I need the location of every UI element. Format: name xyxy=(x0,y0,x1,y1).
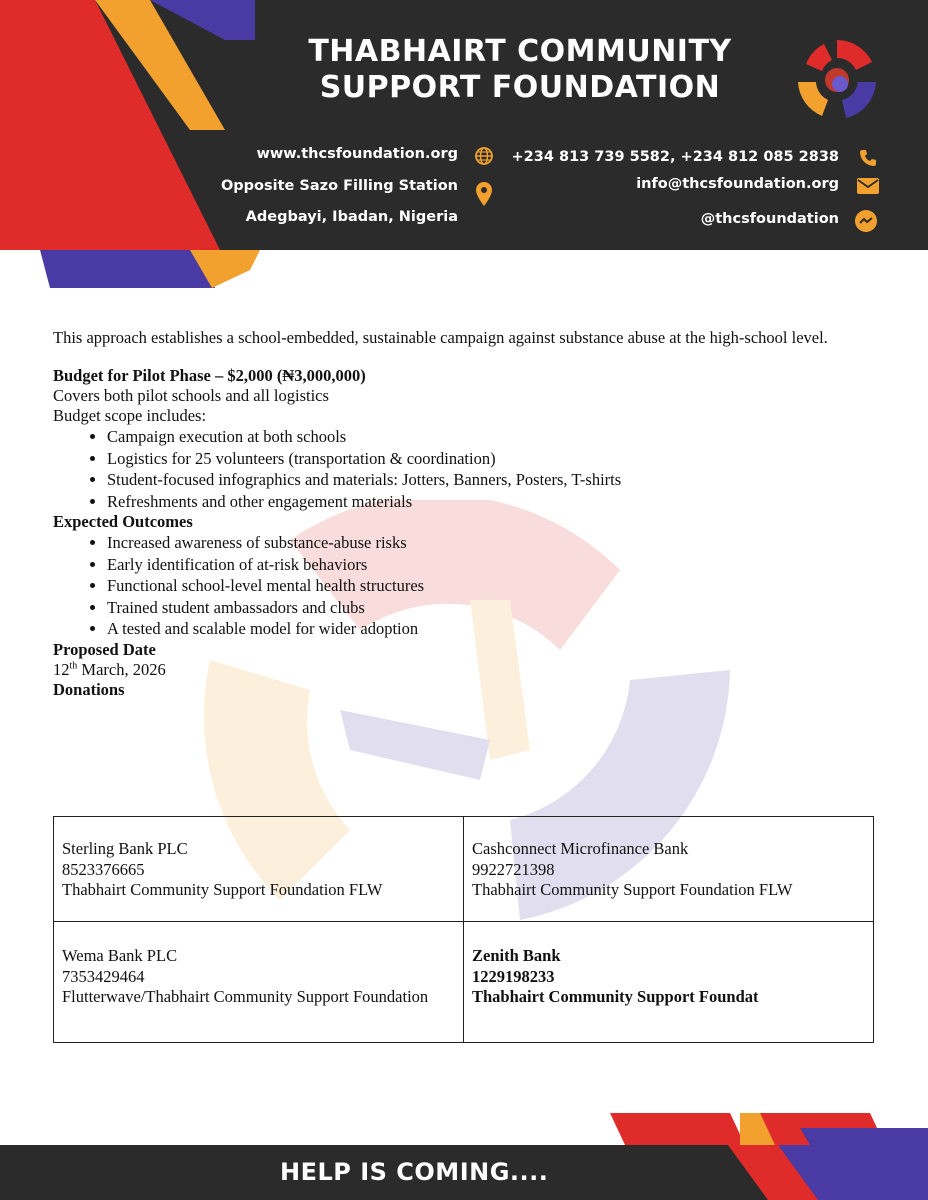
date-suffix: th xyxy=(69,660,78,671)
table-cell xyxy=(464,817,874,922)
social-handle[interactable]: @thcsfoundation xyxy=(700,211,839,227)
account-name: Thabhairt Community Support Foundation FLW xyxy=(472,880,793,899)
donations-table xyxy=(53,816,874,1043)
table-row xyxy=(54,817,874,922)
date-day: 12 xyxy=(53,659,70,679)
globe-icon xyxy=(474,146,494,166)
date-rest: March, 2026 xyxy=(77,659,166,679)
bank-name: Cashconnect Microfinance Bank xyxy=(472,839,689,858)
bank-name: Wema Bank PLC xyxy=(62,946,178,965)
account-name: Thabhairt Community Support Foundation FLW xyxy=(62,880,383,899)
website-text[interactable]: www.thcsfoundation.org xyxy=(256,146,458,162)
date-heading: Proposed Date xyxy=(53,639,156,659)
organization-name xyxy=(270,34,770,106)
budget-heading: Budget for Pilot Phase – $2,000 (₦3,000,000) xyxy=(53,366,366,385)
account-number: 8523376665 xyxy=(62,859,145,879)
footer-stripes-decoration xyxy=(600,1108,928,1148)
org-name-line2: SUPPORT FOUNDATION xyxy=(319,70,721,105)
list-item: • Refreshments and other engagement materials xyxy=(107,491,873,513)
org-name-line1: THABHAIRT COMMUNITY xyxy=(308,34,732,69)
header-stripes-tail xyxy=(0,250,270,290)
account-name: Thabhairt Community Support Foundat xyxy=(472,987,759,1006)
bank-name: Sterling Bank PLC xyxy=(62,839,188,858)
outcomes-list xyxy=(53,532,873,640)
intro-paragraph: This approach establishes a school-embedded, sustainable campaign against substance abuse at the high-school level. xyxy=(53,328,828,347)
account-number: 7353429464 xyxy=(62,966,145,986)
messenger-icon xyxy=(854,209,878,233)
list-item: • Student-focused infographics and materials: Jotters, Banners, Posters, T-shirts xyxy=(107,469,873,491)
table-row xyxy=(54,922,874,1043)
account-name: Flutterwave/Thabhairt Community Support Foundation xyxy=(62,987,429,1006)
document-body xyxy=(53,328,873,700)
address-line2: Adegbayi, Ibadan, Nigeria xyxy=(245,209,458,225)
mail-icon xyxy=(857,178,879,194)
account-number: 1229198233 xyxy=(472,966,555,986)
foundation-logo-icon xyxy=(792,34,882,124)
list-item: • Trained student ambassadors and clubs xyxy=(107,597,873,619)
table-cell xyxy=(464,922,874,1043)
footer-slogan: HELP IS COMING.... xyxy=(280,1158,549,1186)
list-item: • Functional school-level mental health structures xyxy=(107,575,873,597)
table-cell xyxy=(54,922,464,1043)
list-item: • A tested and scalable model for wider adoption xyxy=(107,618,873,640)
account-number: 9922721398 xyxy=(472,859,555,879)
budget-line1: Covers both pilot schools and all logistics xyxy=(53,386,329,405)
phone-numbers[interactable]: +234 813 739 5582, +234 812 085 2838 xyxy=(511,149,839,165)
location-pin-icon xyxy=(476,182,492,206)
proposed-date xyxy=(53,660,873,680)
budget-list xyxy=(53,426,873,512)
footer-corner-decoration xyxy=(688,1145,928,1200)
email-address[interactable]: info@thcsfoundation.org xyxy=(636,176,839,192)
list-item: • Logistics for 25 volunteers (transportation & coordination) xyxy=(107,448,873,470)
donations-heading: Donations xyxy=(53,679,125,699)
phone-icon xyxy=(858,148,878,168)
outcomes-heading: Expected Outcomes xyxy=(53,512,193,531)
budget-line2: Budget scope includes: xyxy=(53,406,207,425)
letterhead-header xyxy=(0,0,928,250)
list-item: • Increased awareness of substance-abuse risks xyxy=(107,532,873,554)
bank-name: Zenith Bank xyxy=(472,946,561,965)
list-item: • Campaign execution at both schools xyxy=(107,426,873,448)
address-line1: Opposite Sazo Filling Station xyxy=(220,178,458,194)
list-item: • Early identification of at-risk behaviors xyxy=(107,554,873,576)
table-cell xyxy=(54,817,464,922)
